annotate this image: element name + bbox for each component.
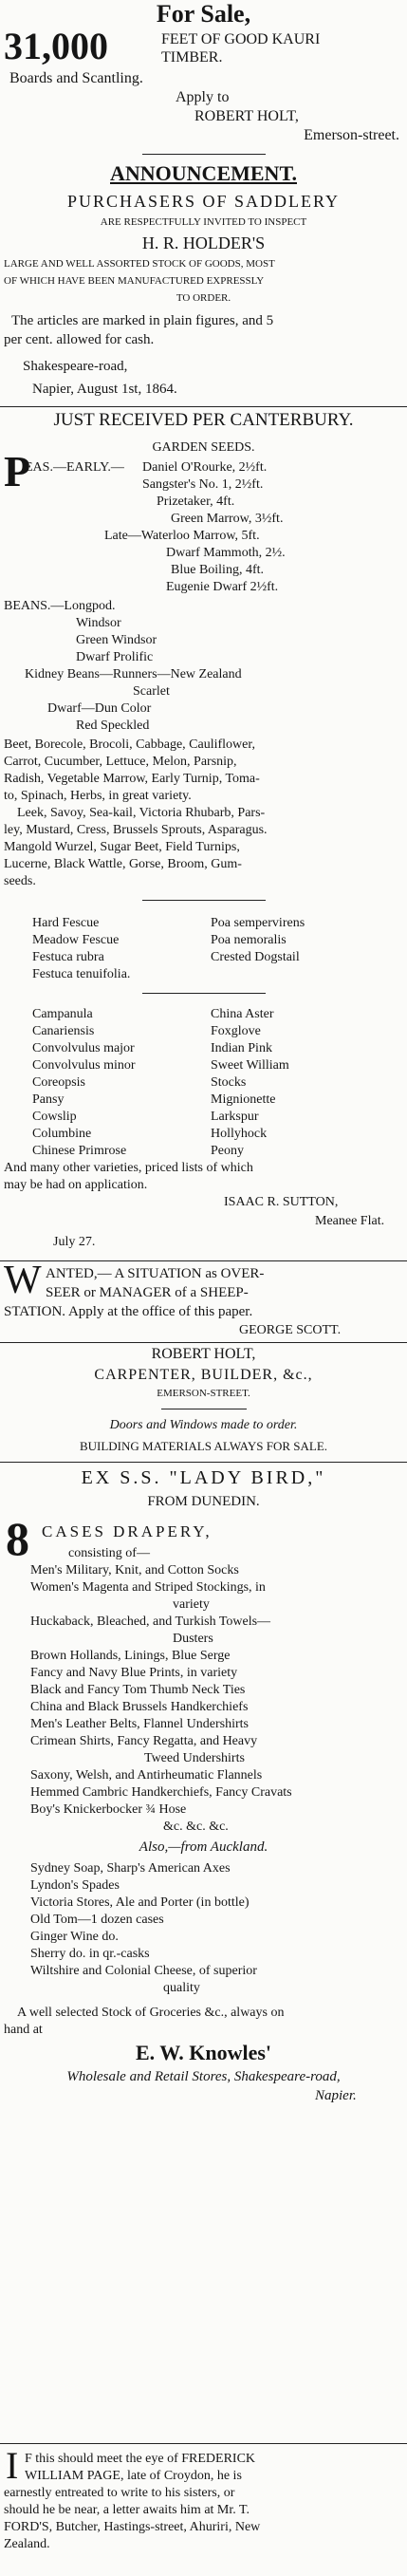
drapery-title: CASES DRAPERY, (42, 1522, 213, 1540)
for-sale-number: 31,000 (4, 25, 108, 67)
peas-initial: P (4, 447, 31, 495)
wanted-line2: SEER or MANAGER of a SHEEP- (46, 1285, 249, 1300)
wanted-line3: STATION. Apply at the office of this paper. (4, 1304, 253, 1319)
flower-right-item: Peony (211, 1144, 244, 1158)
seeds-para2-line: ley, Mustard, Cress, Brussels Sprouts, Asparagus. (4, 823, 268, 837)
announcement-body1: LARGE AND WELL ASSORTED STOCK OF GOODS, MOST (4, 258, 275, 270)
drapery-auckland-item: Wiltshire and Colonial Cheese, of superior (30, 1964, 257, 1978)
announcement-line3: H. R. HOLDER'S (141, 233, 266, 252)
flower-left-item: Pansy (32, 1092, 65, 1107)
holt-note: Doors and Windows made to order. (109, 1418, 298, 1432)
peas-item: Prizetaker, 4ft. (157, 495, 235, 509)
announcement-body4: The articles are marked in plain figures, and 5 (11, 313, 274, 328)
seeds-para1-line: Carrot, Cucumber, Lettuce, Melon, Parsnip, (4, 755, 237, 769)
grass-left-item: Festuca tenuifolia. (32, 967, 131, 981)
page-line: FORD'S, Butcher, Hastings-street, Ahuriri, New (4, 2520, 261, 2534)
announcement-line2: ARE RESPECTFULLY INVITED TO INSPECT (100, 216, 307, 228)
flower-left-item: Convolvulus minor (32, 1058, 136, 1073)
drapery-from: FROM DUNEDIN. (147, 1494, 260, 1509)
grass-right-item: Crested Dogstail (211, 950, 300, 964)
announcement-body3: TO ORDER. (176, 292, 231, 304)
beans-item: Green Windsor (76, 633, 157, 647)
drapery-item: Men's Military, Knit, and Cotton Socks (30, 1563, 239, 1577)
flower-right-item: Stocks (211, 1075, 247, 1090)
drapery-place: Napier. (315, 2088, 357, 2103)
drapery-stock2: hand at (4, 2023, 43, 2037)
flower-right-item: Indian Pink (211, 1041, 272, 1055)
page-line: Zealand. (4, 2537, 50, 2551)
divider (0, 1260, 407, 1261)
for-sale-line2: TIMBER. (161, 49, 223, 65)
flower-right-item: Mignionette (211, 1092, 276, 1107)
drapery-auckland-item: Ginger Wine do. (30, 1930, 119, 1944)
drapery-stock1: A well selected Stock of Groceries &c., always on (17, 2006, 285, 2020)
drapery-item: Brown Hollands, Linings, Blue Serge (30, 1649, 231, 1663)
drapery-item: Hemmed Cambric Handkerchiefs, Fancy Cravats (30, 1785, 292, 1800)
page-line: earnestly entreated to write to his sisters, or (4, 2486, 235, 2500)
for-sale-line3: Boards and Scantling. (9, 70, 143, 86)
flower-left-item: Chinese Primrose (32, 1144, 127, 1158)
grass-left-item: Hard Fescue (32, 916, 100, 930)
drapery-heading: EX S.S. "LADY BIRD," (81, 1467, 326, 1488)
seeds-para2-line: Lucerne, Black Wattle, Gorse, Broom, Gum- (4, 857, 242, 871)
drapery-auckland-item: Victoria Stores, Ale and Porter (in bottle) (30, 1895, 250, 1910)
peas-item: Late—Waterloo Marrow, 5ft. (104, 529, 260, 543)
for-sale-line4: Apply to (176, 89, 230, 105)
flower-right-item: Hollyhock (211, 1127, 268, 1141)
drapery-item: Saxony, Welsh, and Antirheumatic Flannels (30, 1768, 263, 1783)
divider (0, 406, 407, 407)
drapery-item: Dusters (173, 1632, 213, 1646)
holt-materials: BUILDING MATERIALS ALWAYS FOR SALE. (79, 1439, 328, 1453)
flower-left-item: Campanula (32, 1007, 93, 1021)
drapery-initial: 8 (6, 1512, 29, 1565)
beans-item: Dwarf—Dun Color (47, 701, 152, 716)
beans-item: Red Speckled (76, 719, 150, 733)
seeds-date: July 27. (53, 1235, 96, 1249)
beans-item: Scarlet (133, 684, 170, 699)
flower-right-item: China Aster (211, 1007, 274, 1021)
drapery-wholesale: Wholesale and Retail Stores, Shakespeare-road, (66, 2069, 341, 2084)
drapery-item: Boy's Knickerbocker ¾ Hose (30, 1802, 187, 1817)
drapery-item: &c. &c. &c. (163, 1820, 229, 1834)
page-line: WILLIAM PAGE, late of Croydon, he is (25, 2469, 242, 2483)
divider (142, 900, 266, 901)
drapery-auckland-item: Sydney Soap, Sharp's American Axes (30, 1861, 231, 1876)
divider (142, 154, 266, 155)
announcement-date: Napier, August 1st, 1864. (32, 382, 177, 397)
for-sale-line1: FEET OF GOOD KAURI (161, 31, 321, 47)
divider (0, 1342, 407, 1343)
peas-item: Green Marrow, 3½ft. (171, 512, 284, 526)
grass-right-item: Poa sempervirens (211, 916, 305, 930)
for-sale-address: Emerson-street. (304, 127, 399, 143)
peas-item: Sangster's No. 1, 2½ft. (142, 477, 264, 492)
for-sale-heading: For Sale, (156, 0, 251, 28)
seeds-para2-line: Mangold Wurzel, Sugar Beet, Field Turnips, (4, 840, 240, 854)
wanted-line1: ANTED,— A SITUATION as OVER- (46, 1266, 265, 1281)
seeds-closing2: may be had on application. (4, 1178, 148, 1192)
drapery-auckland: Also,—from Auckland. (139, 1839, 268, 1855)
flower-right-item: Larkspur (211, 1110, 259, 1124)
flower-left-item: Canariensis (32, 1024, 95, 1038)
peas-item: Eugenie Dwarf 2½ft. (166, 580, 279, 594)
seeds-para2-line: Leek, Savoy, Sea-kail, Victoria Rhubarb, Pars- (17, 806, 266, 820)
beans-item: Kidney Beans—Runners—New Zealand (25, 667, 242, 681)
seeds-para1-line: to, Spinach, Herbs, in great variety. (4, 789, 192, 803)
announcement-line1: PURCHASERS OF SADDLERY (66, 192, 341, 211)
flower-left-item: Columbine (32, 1127, 92, 1141)
holt-street: EMERSON-STREET. (157, 1388, 250, 1399)
page-initial: I (6, 2444, 19, 2487)
wanted-signer: GEORGE SCOTT. (239, 1323, 342, 1337)
drapery-item: China and Black Brussels Handkerchiefs (30, 1700, 249, 1714)
divider (0, 1462, 407, 1463)
seeds-heading: JUST RECEIVED PER CANTERBURY. (53, 410, 354, 430)
seeds-para2-line: seeds. (4, 874, 36, 888)
announcement-heading: ANNOUNCEMENT. (110, 161, 297, 185)
peas-label: EAS.—EARLY.— (25, 460, 124, 475)
peas-item: Dwarf Mammoth, 2½. (166, 546, 286, 560)
drapery-item: Black and Fancy Tom Thumb Neck Ties (30, 1683, 246, 1697)
peas-item: Blue Boiling, 4ft. (171, 563, 264, 577)
seeds-para1-line: Radish, Vegetable Marrow, Early Turnip, Toma- (4, 772, 260, 786)
beans-item: Dwarf Prolific (76, 650, 154, 664)
drapery-item: Tweed Undershirts (144, 1751, 245, 1765)
flower-left-item: Coreopsis (32, 1075, 85, 1090)
seeds-subheading: GARDEN SEEDS. (152, 440, 255, 455)
beans-item: Windsor (76, 616, 121, 630)
seeds-para1-line: Beet, Borecole, Brocoli, Cabbage, Cauliflower, (4, 737, 255, 752)
wanted-initial: W (4, 1259, 42, 1302)
flower-right-item: Sweet William (211, 1058, 289, 1073)
divider (142, 993, 266, 994)
drapery-item: Crimean Shirts, Fancy Regatta, and Heavy (30, 1734, 258, 1748)
grass-left-item: Festuca rubra (32, 950, 104, 964)
for-sale-name: ROBERT HOLT, (194, 108, 299, 124)
drapery-item: Fancy and Navy Blue Prints, in variety (30, 1666, 238, 1680)
announcement-place: Shakespeare-road, (23, 359, 128, 374)
grass-left-item: Meadow Fescue (32, 933, 120, 947)
flower-right-item: Foxglove (211, 1024, 261, 1038)
drapery-auckland-item: quality (163, 1981, 200, 1995)
beans-item: BEANS.—Longpod. (4, 599, 116, 613)
drapery-auckland-item: Old Tom—1 dozen cases (30, 1913, 164, 1927)
drapery-item: variety (173, 1597, 210, 1612)
drapery-item: Men's Leather Belts, Flannel Undershirts (30, 1717, 249, 1731)
drapery-merchant: E. W. Knowles' (135, 2041, 272, 2064)
announcement-body5: per cent. allowed for cash. (4, 332, 155, 347)
page-line: should he be near, a letter awaits him at Mr. T. (4, 2503, 250, 2517)
divider (0, 2443, 407, 2444)
holt-trade: CARPENTER, BUILDER, &c., (94, 1367, 313, 1383)
seeds-signer: ISAAC R. SUTTON, (224, 1195, 339, 1209)
drapery-consisting: consisting of— (68, 1546, 150, 1560)
drapery-auckland-item: Lyndon's Spades (30, 1878, 120, 1893)
seeds-signer-place: Meanee Flat. (315, 1214, 385, 1228)
drapery-auckland-item: Sherry do. in qr.-casks (30, 1947, 150, 1961)
grass-right-item: Poa nemoralis (211, 933, 287, 947)
flower-left-item: Convolvulus major (32, 1041, 135, 1055)
drapery-item: Women's Magenta and Striped Stockings, in (30, 1580, 266, 1595)
peas-item: Daniel O'Rourke, 2½ft. (142, 460, 268, 475)
seeds-closing1: And many other varieties, priced lists of which (4, 1161, 253, 1175)
flower-left-item: Cowslip (32, 1110, 77, 1124)
drapery-item: Huckaback, Bleached, and Turkish Towels— (30, 1615, 271, 1629)
page-line: F this should meet the eye of FREDERICK (25, 2452, 256, 2466)
holt-name: ROBERT HOLT, (151, 1346, 256, 1362)
announcement-body2: OF WHICH HAVE BEEN MANUFACTURED EXPRESSLY (4, 275, 265, 287)
